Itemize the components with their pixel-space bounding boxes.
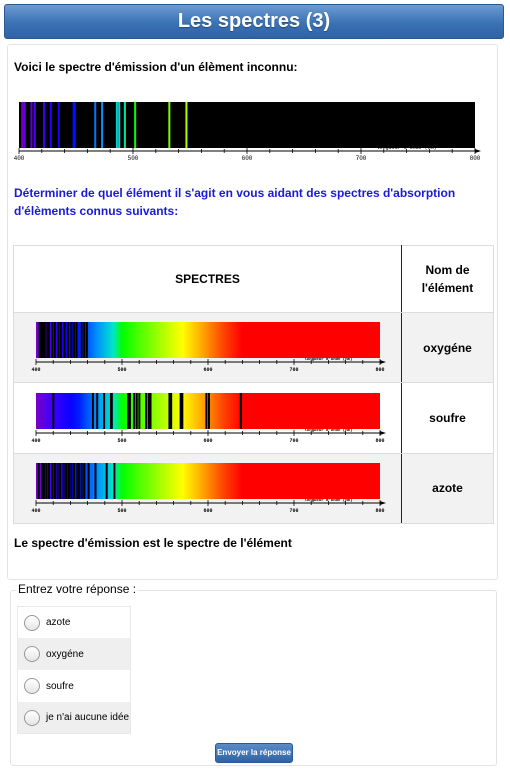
answer-option-soufre[interactable] (17, 670, 131, 702)
axis-arrow (380, 501, 386, 505)
absorption-line (80, 322, 82, 358)
absorption-line (54, 463, 56, 499)
emission-line (50, 102, 52, 148)
absorption-spectrum-cell (14, 453, 402, 523)
emission-spectrum-svg (13, 96, 483, 164)
table-row (14, 383, 494, 453)
answer-option-label: soufre (46, 680, 74, 692)
absorption-line (138, 393, 140, 429)
absorption-line (38, 322, 40, 358)
header-spectra: SPECTRES (14, 246, 402, 313)
answer-legend: Entrez votre réponse : (18, 582, 137, 596)
element-name: oxygéne (402, 313, 494, 383)
tick-label: 400 (30, 437, 41, 444)
table-row (14, 313, 494, 383)
absorption-spectrum-svg (28, 459, 388, 515)
element-name: soufre (402, 383, 494, 453)
absorption-line (76, 463, 78, 499)
axis-arrow (380, 431, 386, 435)
absorption-line (59, 463, 61, 499)
absorption-line (127, 393, 129, 429)
tick-label: 600 (202, 507, 213, 514)
emission-spectrum (13, 96, 483, 164)
absorption-line (72, 463, 74, 499)
tick-label: 400 (30, 507, 41, 514)
absorption-line (135, 393, 137, 429)
answer-option-label: azote (46, 617, 71, 628)
intro-text: Voici le spectre d'émission d'un élèment inconnu: (14, 60, 298, 74)
absorption-line (113, 463, 115, 499)
absorption-line (103, 393, 105, 429)
absorption-line (43, 322, 45, 358)
absorption-line (37, 463, 39, 499)
absorption-line (96, 393, 98, 429)
absorption-line (51, 322, 53, 358)
axis-label: longueur d'onde (nm) (376, 145, 437, 151)
radio-button[interactable] (24, 678, 40, 694)
emission-line (101, 102, 103, 148)
absorption-line (145, 393, 147, 429)
page-title: Les spectres (3) (4, 4, 504, 39)
absorption-line (110, 393, 112, 429)
emission-line (118, 102, 120, 148)
absorption-line (168, 393, 170, 429)
emission-line (24, 102, 26, 148)
answer-option-label: je n'ai aucune idée (46, 712, 130, 723)
absorption-line (181, 393, 183, 429)
absorption-line (40, 322, 42, 358)
tick-label: 700 (288, 437, 299, 444)
absorption-line (78, 463, 80, 499)
axis-label: longueur d'onde (nm) (303, 498, 352, 503)
absorption-spectrum (14, 318, 401, 377)
absorption-line (48, 463, 50, 499)
absorption-line (48, 322, 50, 358)
absorption-spectrum-cell (14, 313, 402, 383)
absorption-line (67, 463, 69, 499)
answer-option-unknown[interactable] (17, 702, 131, 734)
emission-line (43, 102, 45, 148)
axis-arrow (475, 149, 481, 153)
absorption-spectrum (14, 389, 401, 448)
tick-label: 400 (13, 155, 25, 162)
emission-line (30, 102, 32, 148)
tick-label: 400 (30, 367, 41, 374)
absorption-line (56, 463, 58, 499)
tick-label: 700 (288, 507, 299, 514)
absorption-line (66, 322, 68, 358)
question-text: Déterminer de quel élément il s'agit en vous aidant des spectres d'absorption d'élèments connus suivants: (14, 186, 456, 218)
absorption-line (75, 322, 77, 358)
tick-label: 600 (202, 367, 213, 374)
absorption-line (70, 322, 72, 358)
absorption-line (83, 322, 85, 358)
absorption-line (41, 463, 43, 499)
answer-option-label: oxygéne (46, 648, 84, 660)
absorption-line (105, 463, 107, 499)
submit-button[interactable]: Envoyer la réponse (215, 743, 293, 763)
tick-label: 800 (469, 155, 481, 162)
header-element-name: Nom de l'élément (402, 246, 494, 313)
absorption-line (85, 322, 87, 358)
emission-line (74, 102, 76, 148)
axis-label: longueur d'onde (nm) (303, 428, 352, 433)
spectra-table (13, 245, 494, 524)
radio-button[interactable] (24, 615, 40, 631)
radio-button[interactable] (24, 646, 40, 662)
absorption-line (62, 463, 64, 499)
tick-label: 600 (202, 437, 213, 444)
element-name: azote (402, 453, 494, 523)
absorption-line (149, 393, 151, 429)
emission-line (34, 102, 36, 148)
emission-line (134, 102, 136, 148)
emission-line (185, 102, 187, 148)
absorption-line (46, 322, 48, 358)
tick-label: 700 (355, 155, 367, 162)
emission-background (19, 102, 475, 148)
absorption-line (63, 322, 65, 358)
tick-label: 800 (374, 507, 385, 514)
table-row (14, 453, 494, 523)
absorption-line (52, 393, 54, 429)
absorption-line (51, 463, 53, 499)
answer-option-azote[interactable] (17, 606, 131, 638)
absorption-spectrum-svg (28, 389, 388, 445)
absorption-line (147, 393, 149, 429)
tick-label: 600 (241, 155, 253, 162)
absorption-line (60, 322, 62, 358)
emission-line (116, 102, 118, 148)
absorption-line (179, 393, 181, 429)
absorption-line (239, 393, 241, 429)
absorption-line (128, 393, 130, 429)
absorption-line (65, 463, 67, 499)
absorption-line (83, 463, 85, 499)
radio-button[interactable] (24, 710, 40, 726)
absorption-line (133, 393, 135, 429)
absorption-line (54, 322, 56, 358)
absorption-line (70, 463, 72, 499)
absorption-spectrum-svg (28, 318, 388, 374)
absorption-line (94, 463, 96, 499)
emission-line (94, 102, 96, 148)
absorption-line (42, 322, 44, 358)
absorption-line (80, 463, 82, 499)
absorption-spectrum (14, 459, 401, 518)
absorption-line (45, 463, 47, 499)
tick-label: 500 (116, 367, 127, 374)
tick-label: 800 (374, 437, 385, 444)
absorption-spectrum-cell (14, 383, 402, 453)
absorption-line (57, 322, 59, 358)
tick-label: 500 (116, 437, 127, 444)
tick-label: 800 (374, 367, 385, 374)
absorption-line (72, 322, 74, 358)
axis-arrow (380, 360, 386, 364)
emission-line (21, 102, 23, 148)
emission-line (58, 102, 60, 148)
absorption-line (42, 463, 44, 499)
absorption-line (208, 393, 210, 429)
absorption-line (205, 393, 207, 429)
absorption-line (87, 463, 89, 499)
tick-label: 500 (116, 507, 127, 514)
emission-line (168, 102, 170, 148)
tick-label: 500 (127, 155, 139, 162)
emission-line (124, 102, 126, 148)
answer-option-oxygene[interactable] (17, 638, 131, 670)
tick-label: 700 (288, 367, 299, 374)
conclusion-text: Le spectre d'émission est le spectre de l'élément (14, 536, 292, 550)
absorption-line (170, 393, 172, 429)
absorption-line (91, 393, 93, 429)
axis-label: longueur d'onde (nm) (303, 358, 352, 363)
